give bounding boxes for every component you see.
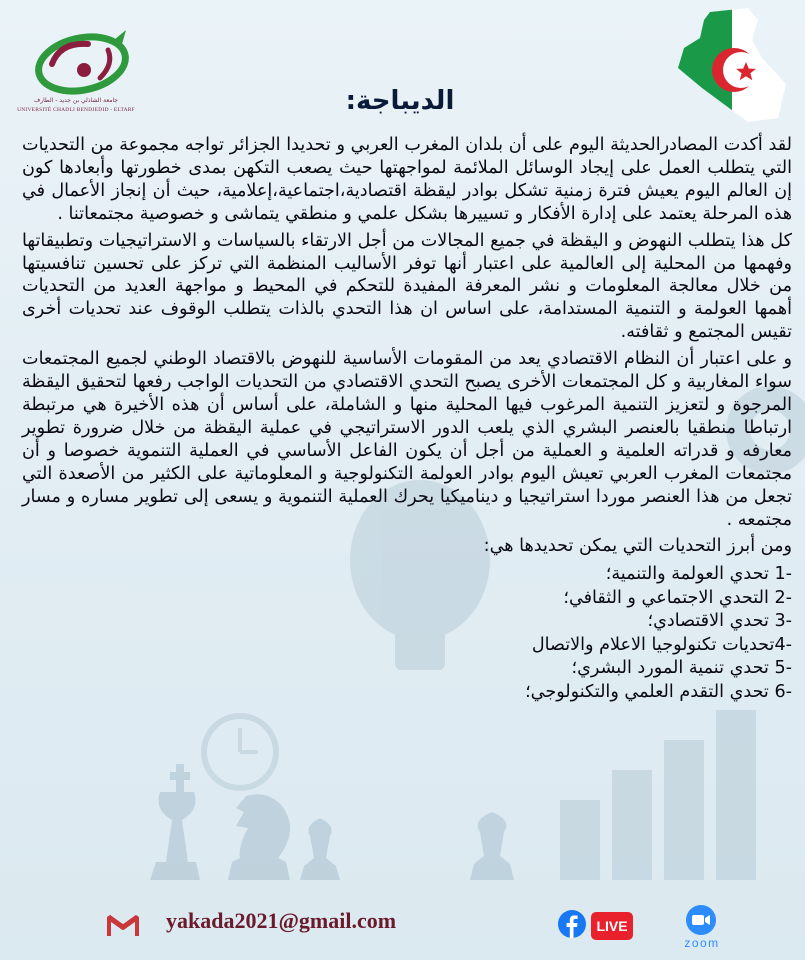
live-badge[interactable]: LIVE [591, 912, 633, 940]
list-item: -4تحديات تكنولوجيا الاعلام والاتصال [531, 634, 792, 655]
list-item: -2 التحدي الاجتماعي و الثقافي؛ [563, 587, 792, 608]
challenges-intro: ومن أبرز التحديات التي يمكن تحديدها هي: [483, 536, 792, 557]
paragraph: كل هذا يتطلب النهوض و اليقظة في جميع المجالات من أجل الارتقاء بالسياسات و الاستراتيجيات وتطبيقاتها وفهمها من المحلية إلى العالمية على اعتبار أنها توفر الأساليب المنظمة التي تركز على تحسين تنافسيتها من خلال معالجة المعلومات و نشر المعرفة المفيدة للتحكم في المحيط و مواجهة العديد من التحديات أهمها العولمة و التنمية المستدامة، على اساس ان هذا التحدي بالذات يتطلب الوقوف عند تحديات أخرى تقيس المجتمع و ثقافته. [22, 230, 792, 343]
list-item: -3 تحدي الاقتصادي؛ [647, 611, 792, 632]
zoom-label: zoom [684, 936, 720, 950]
document-body [22, 134, 792, 864]
list-item: -5 تحدي تنمية المورد البشري؛ [571, 658, 792, 679]
paragraph: و على اعتبار أن النظام الاقتصادي يعد من المقومات الأساسية للنهوض بالاقتصاد الوطني لجميع المجتمعات سواء المغاربية و كل المجتمعات الأخرى يصبح التحدي الاقتصادي من التحديات الواجب رفعها لتحقيق اليقظة المرجوة و لتعزيز التنمية المرغوب فيها المحلية منها و الشاملة، على أساس أن هذه الأخيرة هي مرتبطة ارتباطا منطقيا بالعنصر البشري الذي يلعب الدور الاستراتيجي في عملية اليقظة من خلال ضرورة تطوير معارفه و قدراته العلمية و العملية من أجل أن يكون الفاعل الأساسي في العملية التنموية خصوصا و أن مجتمعات المغرب العربي تعيش اليوم بوادر العولمة التكنولوجية و المعلوماتية على الكثير من الأصعدة التي تجعل من هذا العنصر موردا استراتيجيا و ديناميكيا يحرك العملية التنموية و يسعى إلى تطوير مساره و مسار مجتمعه . [22, 349, 792, 530]
logo-caption-french: UNIVERSITÉ CHADLI BENDJEDID - ELTARF [17, 107, 135, 113]
footer [0, 900, 805, 960]
algeria-flag-map [674, 6, 792, 124]
page-title: الديباجة: [345, 86, 455, 116]
gmail-icon[interactable] [106, 912, 140, 938]
paragraph: لقد أكدت المصادرالحديثة اليوم على أن بلدان المغرب العربي و تحديدا الجزائر تواجه مجموعة من التحديات التي يتطلب العمل على إيجاد الوسائل الملائمة لمواجهتها حيث يصعب التكهن بمدى خطورتها وأبعادها كون إن العالم اليوم يعيش فترة زمنية تشكل بوادر ليقظة اقتصادية،اجتماعية،إعلامية، حيث أن إنجاز الأعمال في هذه المرحلة يعتمد على إدارة الأفكار و تسييرها بشكل علمي و منطقي يتماشى و خصوصية مجتمعاتنا . [22, 135, 792, 224]
logo-caption-arabic: جامعة الشاذلي بن جديد - الطارف [33, 97, 119, 104]
zoom-icon[interactable] [686, 905, 716, 935]
list-item: -6 تحدي التقدم العلمي والتكنولوجي؛ [525, 681, 792, 702]
list-item: -1 تحدي العولمة والتنمية؛ [605, 564, 792, 584]
challenges-list [22, 563, 792, 705]
facebook-icon[interactable] [558, 910, 586, 938]
email-link[interactable]: yakada2021@gmail.com [166, 908, 397, 933]
